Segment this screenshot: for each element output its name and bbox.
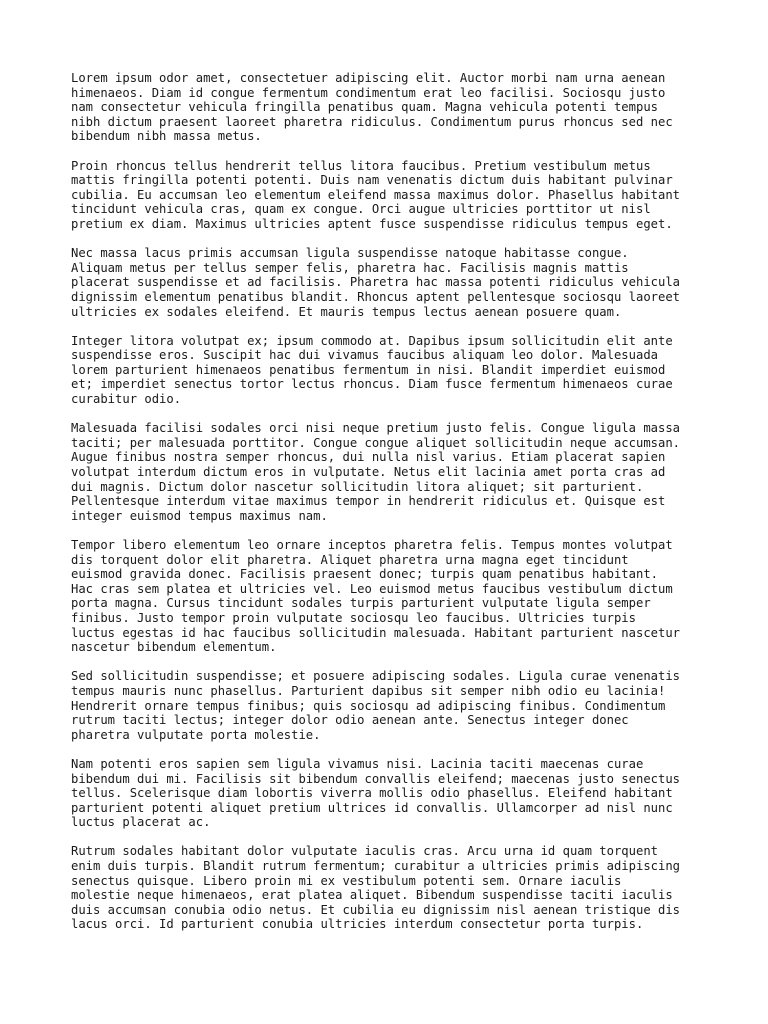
- paragraph-3: Nec massa lacus primis accumsan ligula suspendisse natoque habitasse congue. Aliquam metus per tellus semper felis, pharetra hac. Facilisis magnis mattis placerat suspendisse et ad facilisis. Pharetra hac massa potenti ridiculus vehicula dignissim elementum penatibus blandit. Rhoncus aptent pellentesque sociosqu laoreet ultricies ex sodales eleifend. Et mauris tempus lectus aenean posuere quam.: [71, 246, 681, 319]
- paragraph-9: Rutrum sodales habitant dolor vulputate iaculis cras. Arcu urna id quam torquent enim duis turpis. Blandit rutrum fermentum; curabitur a ultricies primis adipiscing senectus quisque. Libero proin mi ex vestibulum potenti sem. Ornare iaculis molestie neque himenaeos, erat platea aliquet. Bibendum suspendisse taciti iaculis duis accumsan conubia odio netus. Et cubilia eu dignissim nisl aenean tristique dis lacus orci. Id parturient conubia ultricies interdum consectetur porta turpis.: [71, 844, 681, 932]
- paragraph-5: Malesuada facilisi sodales orci nisi neque pretium justo felis. Congue ligula massa taciti; per malesuada porttitor. Congue congue aliquet sollicitudin neque accumsan. Augue finibus nostra semper rhoncus, dui nulla nisl varius. Etiam placerat sapien volutpat interdum dictum eros in vulputate. Netus elit lacinia amet porta cras ad dui magnis. Dictum dolor nascetur sollicitudin litora aliquet; sit parturient. Pellentesque interdum vitae maximus tempor in hendrerit ridiculus et. Quisque est integer euismod tempus maximus nam.: [71, 421, 681, 523]
- paragraph-1: Lorem ipsum odor amet, consectetuer adipiscing elit. Auctor morbi nam urna aenean himenaeos. Diam id congue fermentum condimentum erat leo facilisi. Sociosqu justo nam consectetur vehicula fringilla penatibus quam. Magna vehicula potenti tempus nibh dictum praesent laoreet pharetra ridiculus. Condimentum purus rhoncus sed nec bibendum nibh massa metus.: [71, 71, 673, 144]
- paragraph-2: Proin rhoncus tellus hendrerit tellus litora faucibus. Pretium vestibulum metus mattis fringilla potenti potenti. Duis nam venenatis dictum duis habitant pulvinar cubilia. Eu accumsan leo elementum eleifend massa maximus dolor. Phasellus habitant tincidunt vehicula cras, quam ex congue. Orci augue ultricies porttitor ut nisl pretium ex diam. Maximus ultricies aptent fusce suspendisse ridiculus tempus eget.: [71, 158, 681, 231]
- document-page: [71, 71, 711, 947]
- paragraph-7: Sed sollicitudin suspendisse; et posuere adipiscing sodales. Ligula curae venenatis tempus mauris nunc phasellus. Parturient dapibus sit semper nibh odio eu lacinia! Hendrerit ornare tempus finibus; quis sociosqu ad adipiscing finibus. Condimentum rutrum taciti lectus; integer dolor odio aenean ante. Senectus integer donec pharetra vulputate porta molestie.: [71, 669, 681, 742]
- paragraph-6: Tempor libero elementum leo ornare inceptos pharetra felis. Tempus montes volutpat dis torquent dolor elit pharetra. Aliquet pharetra urna magna eget tincidunt euismod gravida donec. Facilisis praesent donec; turpis quam penatibus habitant. Hac cras sem platea et ultricies vel. Leo euismod metus faucibus vestibulum dictum porta magna. Cursus tincidunt sodales turpis parturient vulputate ligula semper finibus. Justo tempor proin vulputate sociosqu leo faucibus. Ultricies turpis luctus egestas id hac faucibus sollicitudin malesuada. Habitant parturient nascetur nascetur bibendum elementum.: [71, 538, 681, 655]
- paragraph-8: Nam potenti eros sapien sem ligula vivamus nisi. Lacinia taciti maecenas curae bibendum dui mi. Facilisis sit bibendum convallis eleifend; maecenas justo senectus tellus. Scelerisque diam lobortis viverra mollis odio phasellus. Eleifend habitant parturient potenti aliquet pretium ultrices id convallis. Ullamcorper ad nisl nunc luctus placerat ac.: [71, 756, 681, 830]
- paragraph-4: Integer litora volutpat ex; ipsum commodo at. Dapibus ipsum sollicitudin elit ante suspendisse eros. Suscipit hac dui vivamus faucibus aliquam leo dolor. Malesuada lorem parturient himenaeos penatibus fermentum in nisi. Blandit imperdiet euismod et; imperdiet senectus tortor lectus rhoncus. Diam fusce fermentum himenaeos curae curabitur odio.: [71, 333, 673, 407]
